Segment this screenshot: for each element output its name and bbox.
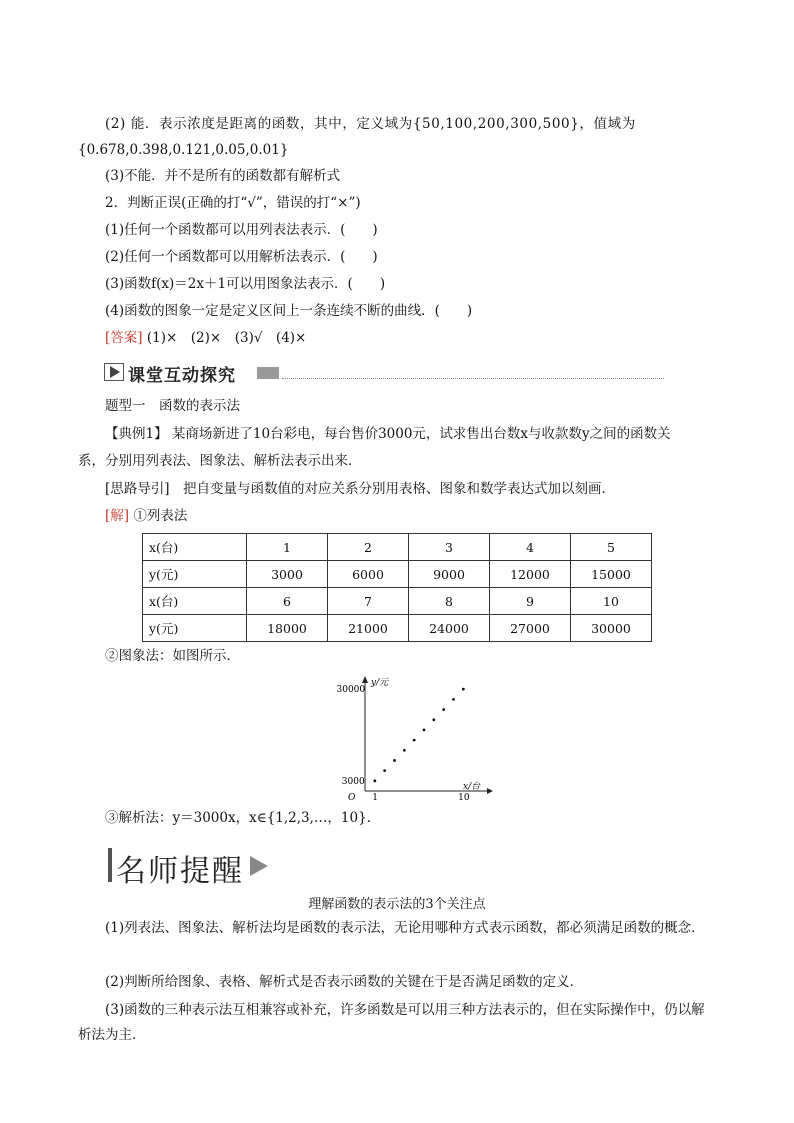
solution-tag: [解] [105,508,130,524]
formula-line: ③解析法：y＝3000x，x∈{1,2,3,…，10}． [105,810,381,826]
graph-caption: ②图象法：如图所示． [105,648,240,664]
x-tick-label: 1 [372,793,378,803]
tick-labels [337,685,470,803]
y-tick-label: 3000 [341,776,365,787]
table-cell: 7 [328,588,409,615]
play-arrow-icon [250,856,268,876]
table-cell: 4 [490,534,571,561]
data-point [393,759,396,762]
data-point [462,688,465,691]
table-row [143,561,652,588]
data-point [403,749,406,752]
example-line-1 [105,425,671,443]
tf-item-2: (2)任何一个函数都可以用解析法表示．( ) [105,249,378,265]
tf-item-3: (3)函数f(x)＝2x＋1可以用图象法表示．( ) [105,276,386,292]
section-title: 课堂互动探究 [128,366,236,386]
table-cell: 12000 [490,561,571,588]
x-axis-label: x/台 [463,782,481,792]
table-cell: 9 [490,588,571,615]
table-cell: 15000 [571,561,652,588]
tip-paragraph-1: (1)列表法、图象法、解析法均是函数的表示法，无论用哪种方式表示函数，都必须满足函数的概念． [105,920,705,936]
table-cell: 10 [571,588,652,615]
data-point [432,718,435,721]
tip-heading: 名师提醒 [116,854,244,889]
table-cell: 30000 [571,615,652,642]
play-icon [104,363,124,381]
table-cell: 3000 [247,561,328,588]
section-dotted-rule [282,378,664,379]
tip-heading-box [108,846,278,889]
solution-line [105,507,187,525]
guide-line: [思路导引] 把自变量与函数值的对应关系分别用表格、图象和数学表达式加以刻画． [105,481,616,497]
table-cell: x(台) [143,588,247,615]
answer-text: (1)× (2)× (3)√ (4)× [146,330,307,346]
table-cell: 6 [247,588,328,615]
table-row [143,588,652,615]
scatter-chart [335,673,495,803]
table-cell: 6000 [328,561,409,588]
table-cell: 18000 [247,615,328,642]
data-point [452,698,455,701]
data-point [373,779,376,782]
chart-svg [335,673,495,803]
table-cell: 8 [409,588,490,615]
tip-paragraph-2: (2)判断所给图象、表格、解析式是否表示函数的关键在于是否满足函数的定义． [105,974,584,990]
table-cell: 5 [571,534,652,561]
table-cell: 3 [409,534,490,561]
table-cell: 2 [328,534,409,561]
section-decor-block [257,367,279,379]
tip-bar [108,848,112,882]
table-cell: y(元) [143,561,247,588]
topic-heading: 题型一 函数的表示法 [105,398,240,414]
table-cell: 9000 [409,561,490,588]
intro-line-1: (2) 能．表示浓度是距离的函数，其中，定义域为{50,100,200,300,500}，值域为 [105,116,636,132]
y-axis-arrow [362,676,368,683]
value-table [142,533,652,642]
tf-item-4: (4)函数的图象一定是定义区间上一条连续不断的曲线．( ) [105,303,473,319]
answer-line [105,329,306,347]
tf-item-1: (1)任何一个函数都可以用列表法表示．( ) [105,222,378,238]
example-line-2: 系，分别用列表法、图象法、解析法表示出来． [78,453,362,469]
table-cell: 27000 [490,615,571,642]
example-text: 某商场新进了10台彩电，每台售价3000元，试求售出台数x与收款数y之间的函数关 [171,426,671,442]
data-points [373,688,464,782]
table-cell: y(元) [143,615,247,642]
table-cell: 21000 [328,615,409,642]
question-2: 2．判断正误(正确的打“√”，错误的打“×”) [105,195,361,211]
answer-tag: [答案] [105,330,143,346]
x-axis-arrow [487,788,493,794]
data-point [383,769,386,772]
table-row [143,615,652,642]
origin-label: O [348,793,356,803]
example-tag: 【典例1】 [105,426,168,442]
table-row [143,534,652,561]
y-axis-label: y/元 [371,678,389,688]
data-point [413,739,416,742]
table-cell: x(台) [143,534,247,561]
intro-line-3: (3)不能．并不是所有的函数都有解析式 [105,168,341,184]
y-tick-label: 30000 [336,685,366,696]
data-point [423,729,426,732]
tip-paragraph-3: (3)函数的三种表示法互相兼容或补充，许多函数是可以用三种方法表示的，但在实际操作中，仍以解析法为主． [78,1002,705,1043]
intro-line-2: {0.678,0.398,0.121,0.05,0.01} [78,142,289,158]
table-cell: 24000 [409,615,490,642]
solution-text: ①列表法 [133,508,188,524]
table-cell: 1 [247,534,328,561]
section-header [104,361,664,386]
x-tick-label: 10 [458,793,470,803]
data-point [442,708,445,711]
tip-subtitle: 理解函数的表示法的3个关注点 [308,897,486,912]
